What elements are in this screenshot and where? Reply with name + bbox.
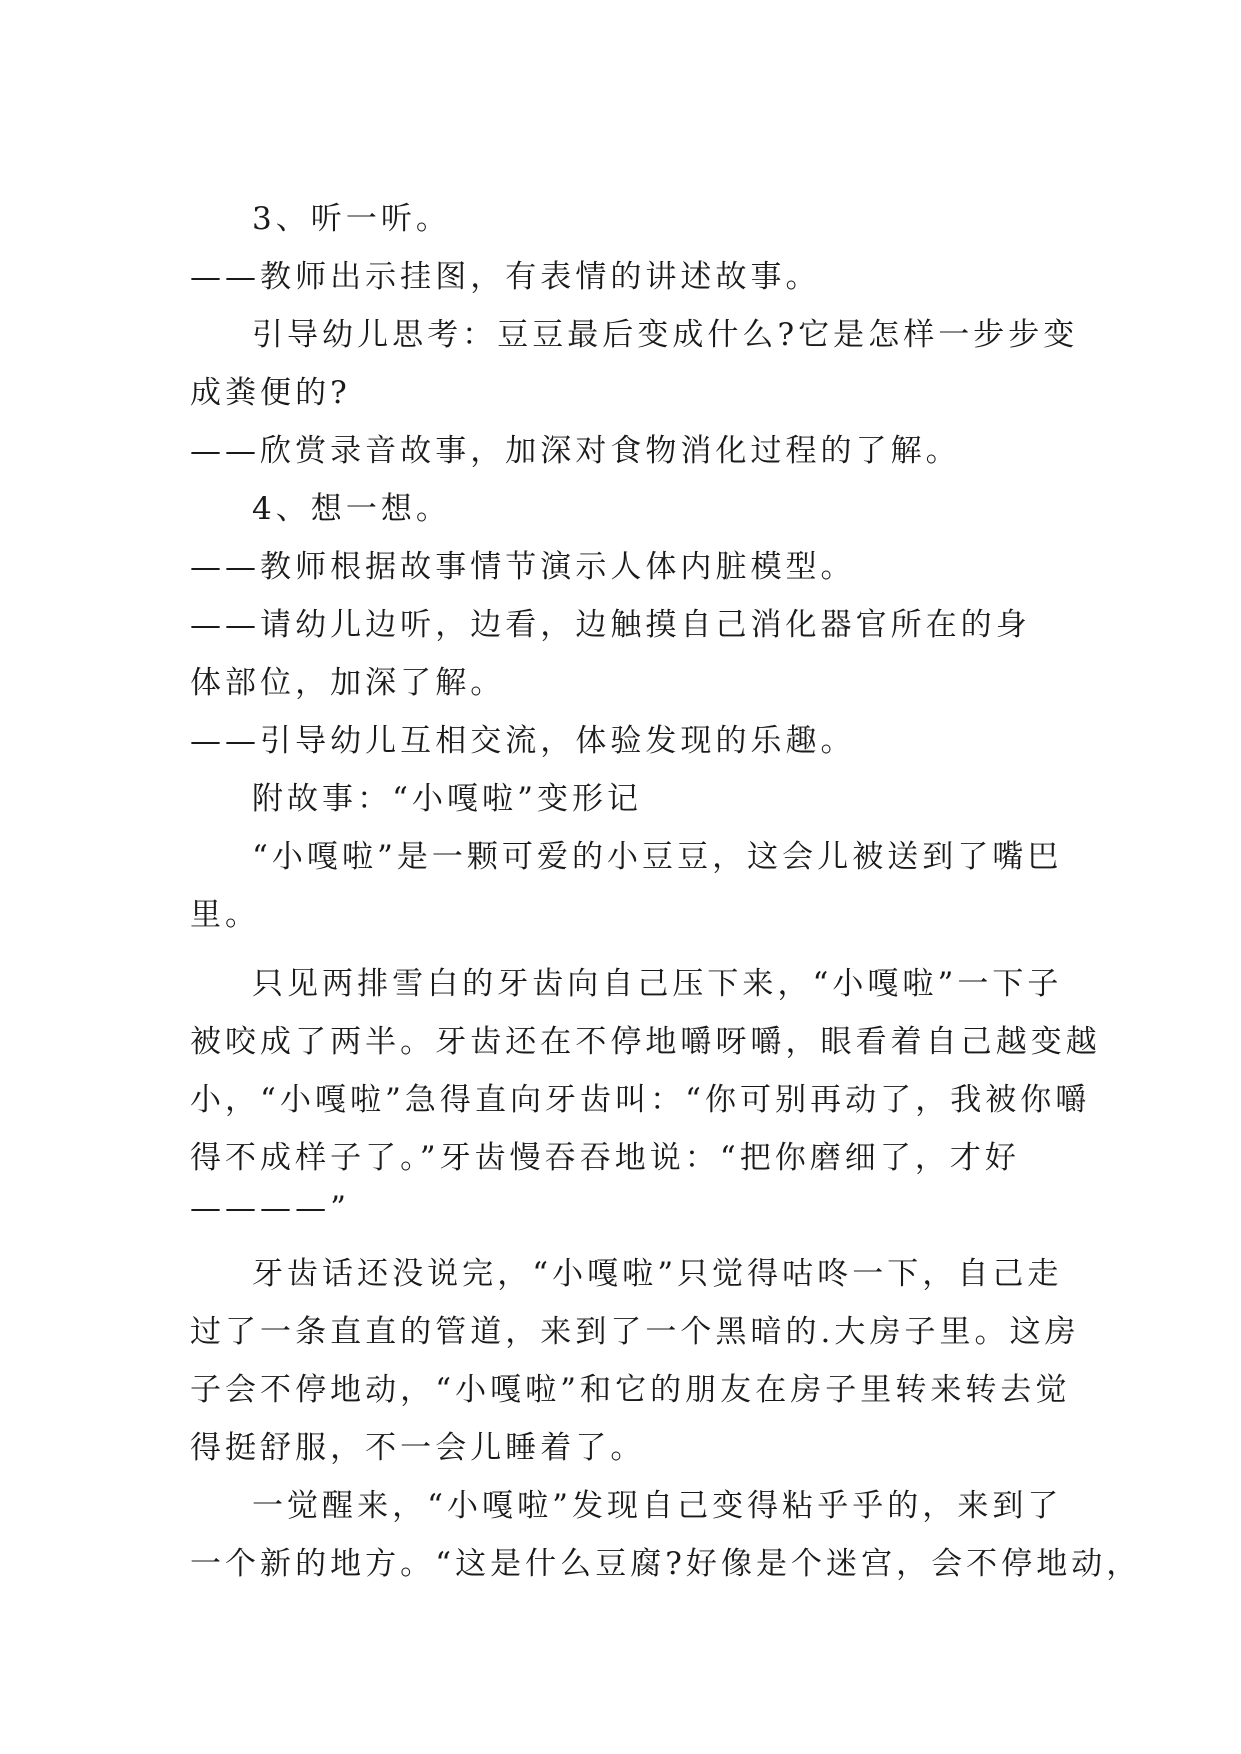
paragraph-line: 里。 xyxy=(190,897,261,933)
paragraph-line: “小嘎啦”是一颗可爱的小豆豆，这会儿被送到了嘴巴 xyxy=(252,839,1063,875)
paragraph-line: 被咬成了两半。牙齿还在不停地嚼呀嚼，眼看着自己越变越 xyxy=(190,1024,1101,1060)
paragraph-line: 过了一条直直的管道，来到了一个黑暗的.大房子里。这房 xyxy=(190,1314,1080,1350)
paragraph-line: ——请幼儿边听，边看，边触摸自己消化器官所在的身 xyxy=(190,607,1031,643)
paragraph-line: 成粪便的? xyxy=(190,375,351,411)
section-heading-think: 4、想一想。 xyxy=(252,491,451,527)
story-title: 附故事：“小嘎啦”变形记 xyxy=(252,781,643,817)
paragraph-line: 牙齿话还没说完，“小嘎啦”只觉得咕咚一下，自己走 xyxy=(252,1256,1063,1292)
paragraph-line: 一个新的地方。“这是什么豆腐?好像是个迷宫，会不停地动， xyxy=(190,1546,1142,1582)
paragraph-line: ——教师出示挂图，有表情的讲述故事。 xyxy=(190,259,821,295)
paragraph-line: 引导幼儿思考：豆豆最后变成什么?它是怎样一步步变 xyxy=(252,317,1079,353)
paragraph-line: 得挺舒服，不一会儿睡着了。 xyxy=(190,1430,646,1466)
paragraph-line: 得不成样子了。”牙齿慢吞吞地说：“把你磨细了，才好 xyxy=(190,1140,1020,1176)
paragraph-line: 体部位，加深了解。 xyxy=(190,665,506,701)
paragraph-line: ——教师根据故事情节演示人体内脏模型。 xyxy=(190,549,856,585)
paragraph-line: ——引导幼儿互相交流，体验发现的乐趣。 xyxy=(190,723,856,759)
paragraph-line: 小，“小嘎啦”急得直向牙齿叫：“你可别再动了，我被你嚼 xyxy=(190,1082,1091,1118)
paragraph-line: 子会不停地动，“小嘎啦”和它的朋友在房子里转来转去觉 xyxy=(190,1372,1071,1408)
paragraph-line: 只见两排雪白的牙齿向自己压下来，“小嘎啦”一下子 xyxy=(252,966,1063,1002)
section-heading-listen: 3、听一听。 xyxy=(252,201,451,237)
paragraph-line: ——欣赏录音故事，加深对食物消化过程的了解。 xyxy=(190,433,961,469)
paragraph-line: ————” xyxy=(190,1190,350,1226)
paragraph-line: 一觉醒来，“小嘎啦”发现自己变得粘乎乎的，来到了 xyxy=(252,1488,1063,1524)
